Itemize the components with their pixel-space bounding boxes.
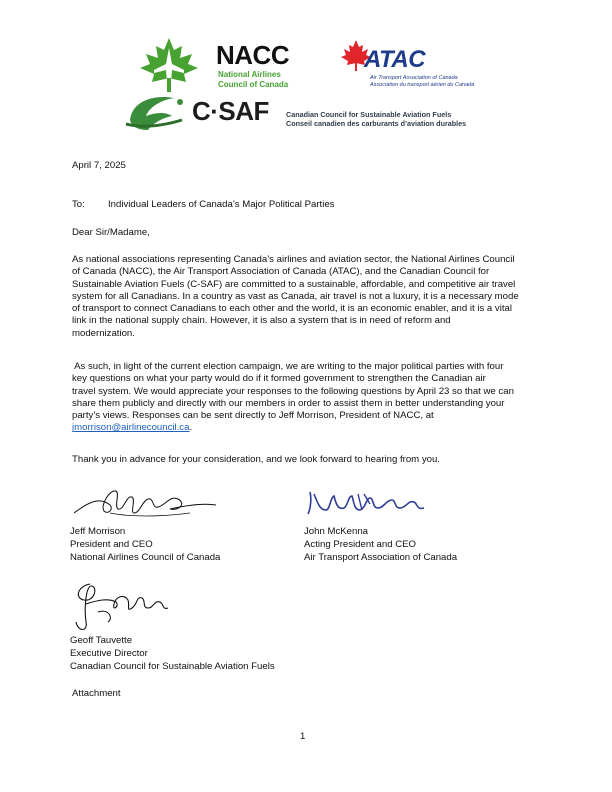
- signatory-block-nacc: [70, 525, 220, 564]
- paragraph-line: party’s views. Responses can be sent directly to Jeff Morrison, President of NACC, at: [72, 410, 434, 422]
- paragraph-line: of Canada (NACC), the Air Transport Association of Canada (ATAC), and the Canadian Council for: [72, 266, 490, 278]
- signatory-title: Executive Director: [70, 648, 148, 659]
- signatory-title: President and CEO: [70, 539, 153, 550]
- atac-logo: [340, 40, 480, 95]
- paragraph-line: travel system. We would appreciate your responses to the following questions by April 23 so that we can: [72, 385, 514, 397]
- maple-leaf-airplane-icon: [138, 38, 200, 92]
- paragraph-line: share them publicly and directly with our members in order to assist them in better understanding your: [72, 397, 505, 409]
- signatory-name: Jeff Morrison: [70, 526, 126, 537]
- paragraph-request: [72, 361, 547, 435]
- paragraph-line: Sustainable Aviation Fuels (C-SAF) are committed to a sustainable, affordable, and competitive air travel: [72, 278, 516, 290]
- letter-date: April 7, 2025: [72, 160, 126, 171]
- page-number: 1: [300, 731, 306, 742]
- atac-full-name: [370, 75, 480, 89]
- paragraph-line: of transport to connect Canadians to each other and the world, it is an economic enabler, and it is a vital: [72, 303, 512, 315]
- paragraph-line: link in the national supply chain. However, it is also a system that is in need of reform and: [72, 315, 451, 327]
- signatory-org: National Airlines Council of Canada: [70, 552, 221, 563]
- paragraph-line: As such, in light of the current election campaign, we are writing to the major political parties with four: [72, 361, 504, 372]
- csaf-swoosh-icon: [122, 90, 192, 132]
- nacc-acronym: NACC: [216, 40, 290, 70]
- paragraph-introduction: [72, 254, 547, 340]
- signatory-name: Geoff Tauvette: [70, 635, 133, 646]
- signatory-block-csaf: [70, 634, 275, 673]
- letterhead-logos: [0, 0, 612, 140]
- csaf-full-name: [286, 110, 516, 128]
- to-recipient: Individual Leaders of Canada’s Major Political Parties: [108, 199, 335, 210]
- signature-jeff-morrison: [70, 483, 220, 523]
- email-suffix: .: [189, 422, 193, 434]
- signatory-name: John McKenna: [304, 526, 368, 537]
- csaf-name-line1: Canadian Council for Sustainable Aviation Fuels: [286, 110, 452, 119]
- to-label: To:: [72, 199, 85, 210]
- csaf-acronym: C·SAF: [192, 96, 269, 126]
- signatory-org: Air Transport Association of Canada: [304, 552, 458, 563]
- closing-line: Thank you in advance for your consideration, and we look forward to hearing from you.: [72, 454, 440, 465]
- csaf-logo: [122, 90, 502, 134]
- salutation: Dear Sir/Madame,: [72, 227, 150, 238]
- signature-john-mckenna: [304, 484, 434, 520]
- atac-name-line1: Air Transport Association of Canada: [370, 75, 458, 81]
- paragraph-line: system for all Canadians. In a country as vast as Canada, air travel is not a luxury, it is a necessary mode: [72, 290, 519, 302]
- paragraph-line: key questions on what your party would do if it formed government to strengthen the Canadian air: [72, 373, 486, 385]
- atac-acronym: ATAC: [364, 46, 426, 73]
- signatory-org: Canadian Council for Sustainable Aviation Fuels: [70, 661, 275, 672]
- paragraph-line: modernization.: [72, 327, 135, 339]
- signatory-title: Acting President and CEO: [304, 539, 416, 550]
- nacc-full-name: [218, 70, 328, 89]
- nacc-name-line2: Council of Canada: [218, 79, 289, 89]
- atac-name-line2: Association du transport aérien du Canada: [370, 82, 475, 88]
- signatory-block-atac: [304, 525, 457, 564]
- nacc-logo: [138, 38, 308, 98]
- signature-geoff-tauvette: [68, 578, 178, 634]
- paragraph-line: As national associations representing Canada’s airlines and aviation sector, the National Airlines Council: [72, 254, 515, 265]
- csaf-name-line2: Conseil canadien des carburants d’aviation durables: [286, 119, 467, 128]
- attachment-note: Attachment: [72, 688, 121, 699]
- paragraph-email-line: [72, 422, 547, 434]
- email-link[interactable]: jmorrison@airlinecouncil.ca: [72, 422, 190, 434]
- nacc-name-line1: National Airlines: [218, 70, 281, 79]
